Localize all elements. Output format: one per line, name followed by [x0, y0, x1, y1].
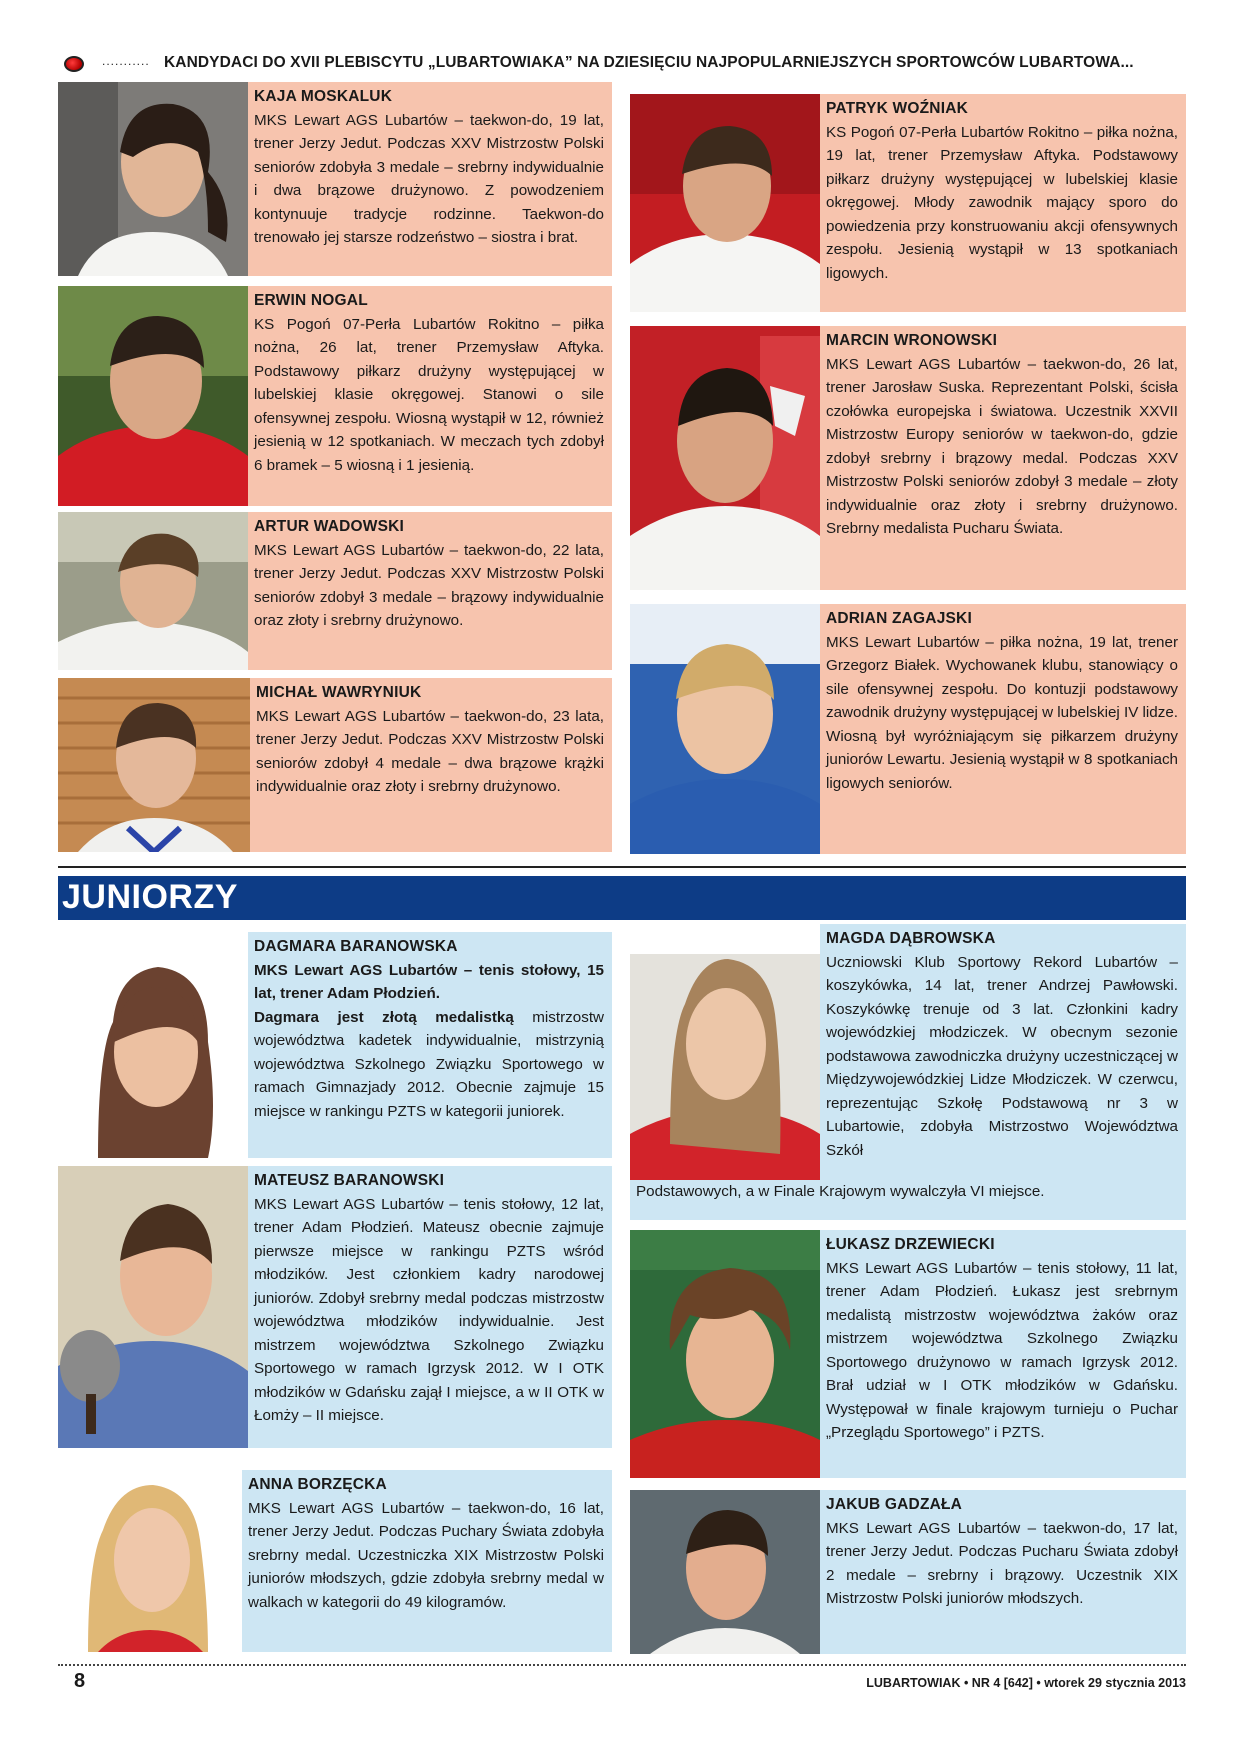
athlete-name: PATRYK WOŹNIAK [826, 100, 968, 117]
athlete-name: MICHAŁ WAWRYNIUK [256, 684, 422, 701]
profile-magda-dabrowska [630, 924, 1186, 1220]
profile-text-continued [630, 1180, 1186, 1208]
portrait-photo [58, 1166, 248, 1448]
header-title: KANDYDACI DO XVII PLEBISCYTU „LUBARTOWIAKA” NA DZIESIĘCIU NAJPOPULARNIEJSZYCH SPORTOWCÓW LUBARTOWA... [164, 54, 1134, 71]
profile-text [820, 94, 1186, 312]
athlete-description: KS Pogoń 07-Perła Lubartów Rokitno – piłka nożna, 26 lat, trener Przemysław Aftyka. Podstawowy piłkarz drużyny występującej w lubelskiej klasie okręgowej. Stanowi o sile ofensywnej zespołu. Wiosną wystąpił w 12, również jesienią w 12 spotkaniach. W meczach tych zdobył 6 bramek – 5 wiosną i 1 jesienią. [254, 315, 604, 474]
profile-text [820, 924, 1186, 1180]
athlete-description: MKS Lewart AGS Lubartów – taekwon-do, 17 lat, trener Jerzy Jedut. Podczas Pucharu Świata zdobył 2 medale – srebrny i brązowy. Uczestnik XIX Mistrzostw Polski juniorów młodszych. [826, 1519, 1178, 1607]
portrait-photo [58, 512, 248, 670]
portrait-photo [58, 82, 248, 276]
athlete-description: MKS Lewart AGS Lubartów – tenis stołowy, 11 lat, trener Adam Płodzień. Łukasz jest srebrnym medalistą mistrzostw województwa żaków oraz mistrzem województwa Szkolnego Związku Sportowego drużynowo w ramach Igrzysk 2012. Brał udział w I OTK młodzików w Gdańsku. Występował w finale krajowym turnieju o Puchar „Przeglądu Sportowego” i PZTS. [826, 1259, 1178, 1441]
athlete-description: mistrzostw województwa kadetek indywidualnie, mistrzynią województwa Szkolnego Związku Sportowego w ramach Gimnazjady 2012. Obecnie zajmuje 15 miejsce w rankingu PZTS w kategorii juniorek. [254, 1008, 604, 1120]
portrait-photo [630, 1230, 820, 1478]
athlete-name: ARTUR WADOWSKI [254, 518, 405, 535]
athlete-description: MKS Lewart AGS Lubartów – tenis stołowy, 12 lat, trener Adam Płodzień. Mateusz obecnie zajmuje pierwsze miejsce w rankingu PZTS wśród młodzików. Jest członkiem kadry narodowej juniorów. Zdobył srebrny medal podczas mistrzostw województwa młodzików indywidualnie. Jest mistrzem województwa Szkolnego Związku Sportowego w ramach Igrzysk 2012. W I OTK młodzików w Gdańsku zajął I miejsce, a w II OTK w Łomży – II miejsce. [254, 1195, 604, 1424]
profile-patryk-wozniak [630, 94, 1186, 312]
profile-jakub-gadzala [630, 1490, 1186, 1654]
portrait-photo [630, 924, 820, 1180]
athlete-description: MKS Lewart AGS Lubartów – taekwon-do, 19 lat, trener Jerzy Jedut. Podczas XXV Mistrzostw Polski seniorów zdobyła 3 medale – srebrny indywidualnie i dwa brązowe drużynowo. Z powodzeniem kontynuuje tradycje rodzinne. Taekwon-do trenowało jej starsze rodzeństwo – siostra i brat. [254, 111, 604, 246]
portrait-photo [58, 1470, 242, 1652]
profile-text [820, 1490, 1186, 1654]
profile-kaja-moskaluk [58, 82, 612, 276]
section-divider [58, 866, 1186, 868]
profile-text [820, 326, 1186, 590]
profile-anna-borzecka [58, 1470, 612, 1652]
profile-artur-wadowski [58, 512, 612, 670]
profile-text [250, 678, 612, 852]
profile-adrian-zagajski [630, 604, 1186, 854]
red-bullet-icon [64, 56, 84, 72]
profile-text [248, 1166, 612, 1448]
profile-mateusz-baranowski [58, 1166, 612, 1448]
section-title: JUNIORZY [62, 878, 238, 916]
athlete-name: JAKUB GADZAŁA [826, 1496, 963, 1513]
athlete-description-tail: Podstawowych, a w Finale Krajowym wywalczyła VI miejsce. [636, 1183, 1045, 1200]
footer-masthead: LUBARTOWIAK • NR 4 [642] • wtorek 29 stycznia 2013 [866, 1676, 1186, 1690]
athlete-description: MKS Lewart AGS Lubartów – taekwon-do, 26 lat, trener Jarosław Suska. Reprezentant Polski, ścisła czołówka europejska i światowa. Uczestnik XXVII Mistrzostw Europy seniorów w taekwon-do, gdzie zdobył srebrny i brązowy medal. Podczas XXV Mistrzostw Polski seniorów zdobył 3 medale – złoty indywidualnie oraz złoty i srebrny drużynowo. Srebrny medalista Pucharu Świata. [826, 355, 1178, 537]
athlete-description: MKS Lewart AGS Lubartów – taekwon-do, 22 lata, trener Jerzy Jedut. Podczas XXV Mistrzostw Polski seniorów zdobył 3 medale – brązowy indywidualnie oraz złoty i srebrny drużynowo. [254, 541, 604, 629]
profile-lukasz-drzewiecki [630, 1230, 1186, 1478]
footer-dotted-rule [58, 1664, 1186, 1666]
athlete-name: ADRIAN ZAGAJSKI [826, 610, 972, 627]
athlete-name: MAGDA DĄBROWSKA [826, 930, 996, 947]
portrait-photo [630, 326, 820, 590]
profile-text [248, 512, 612, 670]
athlete-description: MKS Lewart AGS Lubartów – taekwon-do, 23 lata, trener Jerzy Jedut. Podczas XXV Mistrzostw Polski seniorów zdobył 4 medale – dwa brązowe krążki indywidualnie oraz złoty i srebrny drużynowo. [256, 707, 604, 795]
athlete-name: ERWIN NOGAL [254, 292, 368, 309]
profile-text [248, 286, 612, 506]
athlete-name: KAJA MOSKALUK [254, 88, 393, 105]
profile-erwin-nogal [58, 286, 612, 506]
athlete-description: KS Pogoń 07-Perła Lubartów Rokitno – piłka nożna, 19 lat, trener Przemysław Aftyka. Podstawowy piłkarz drużyny występującej w lubelskiej klasie okręgowej. Młody zawodnik mający sporo do powiedzenia przy konstruowaniu akcji ofensywnych zespołu. Jesienią wystąpił w 13 spotkaniach ligowych. [826, 123, 1178, 282]
portrait-photo [630, 604, 820, 854]
athlete-name: DAGMARA BARANOWSKA [254, 938, 458, 955]
athlete-name: ANNA BORZĘCKA [248, 1476, 387, 1493]
profile-marcin-wronowski [630, 326, 1186, 590]
profile-text [248, 82, 612, 276]
athlete-description: MKS Lewart AGS Lubartów – taekwon-do, 16 lat, trener Jerzy Jedut. Podczas Puchary Świata zdobyła srebrny medal. Uczestniczka XIX Mistrzostw Polski juniorów młodszych, gdzie zdobyła srebrny medal w walkach w kategorii do 49 kilogramów. [248, 1499, 604, 1611]
profile-dagmara-baranowska [58, 932, 612, 1158]
profile-text [242, 1470, 612, 1652]
profile-text [820, 1230, 1186, 1478]
profile-text [248, 932, 612, 1158]
athlete-description: MKS Lewart Lubartów – piłka nożna, 19 lat, trener Grzegorz Białek. Wychowanek klubu, stanowiący o sile ofensywnej zespołu. Do kontuzji podstawowy zawodnik drużyny występującej w lubelskiej IV lidze. Wiosną był wyróżniającym się piłkarzem drużyny juniorów Lewartu. Jesienią wystąpił w 8 spotkaniach ligowych seniorów. [826, 633, 1179, 792]
portrait-photo [630, 94, 820, 312]
section-header-juniors [58, 876, 1186, 920]
portrait-photo [58, 286, 248, 506]
athlete-name: MATEUSZ BARANOWSKI [254, 1172, 445, 1189]
profile-michal-wawryniuk [58, 678, 612, 852]
athlete-description: Uczniowski Klub Sportowy Rekord Lubartów – koszykówka, 14 lat, trener Andrzej Pawłowski. Koszykówkę trenuje od 3 lat. Członkini kadry wojewódzkiej młodziczek. W obecnym sezonie podstawowa zawodniczka drużyny uczestniczącej w Międzywojewódzkiej Lidze Młodziczek. W czerwcu, reprezentując Szkołę Podstawową nr 3 w Lubartowie, zdobyła Mistrzostwo Województwa Szkół [826, 953, 1178, 1159]
portrait-photo [630, 1490, 820, 1654]
athlete-club: MKS Lewart AGS Lubartów – tenis stołowy, 15 lat, trener Adam Płodzień. [254, 961, 604, 1002]
athlete-name: MARCIN WRONOWSKI [826, 332, 998, 349]
athlete-name: ŁUKASZ DRZEWIECKI [826, 1236, 995, 1253]
header-leader-dots: ........... [102, 54, 150, 68]
portrait-photo [58, 678, 250, 852]
profile-text [820, 604, 1186, 854]
athlete-highlight: Dagmara jest złotą medalistką [254, 1008, 514, 1026]
page-number: 8 [74, 1670, 86, 1692]
portrait-photo [58, 932, 248, 1158]
page-header [58, 52, 1188, 78]
